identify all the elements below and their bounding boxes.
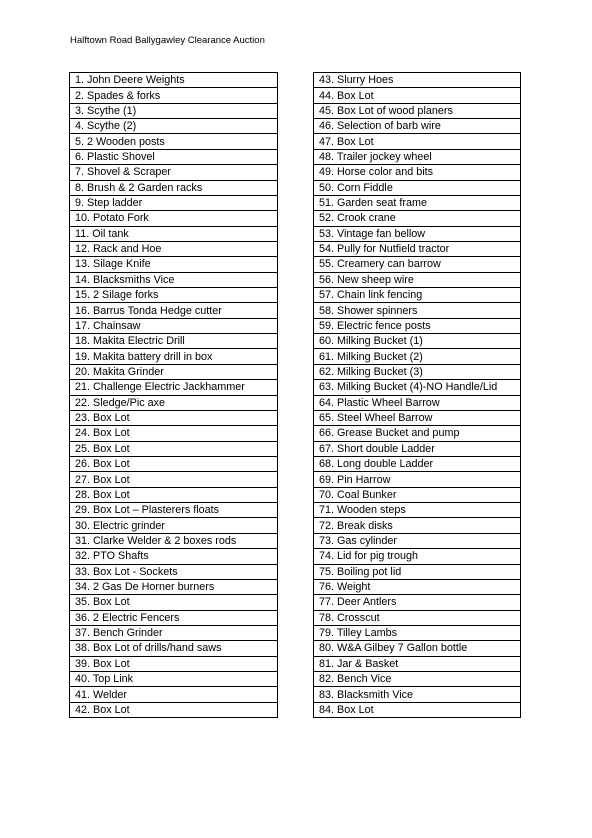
lot-row bbox=[70, 165, 278, 180]
lot-row bbox=[314, 672, 521, 687]
lot-row bbox=[314, 334, 521, 349]
lot-cell: 78. Crosscut bbox=[314, 610, 521, 625]
lot-row bbox=[314, 702, 521, 717]
lot-row bbox=[70, 702, 278, 717]
lot-cell: 50. Corn Fiddle bbox=[314, 180, 521, 195]
lot-list-right bbox=[313, 72, 521, 718]
lot-cell: 10. Potato Fork bbox=[70, 211, 278, 226]
lot-row bbox=[70, 364, 278, 379]
lot-cell: 3. Scythe (1) bbox=[70, 103, 278, 118]
lot-row bbox=[314, 318, 521, 333]
lot-row bbox=[70, 579, 278, 594]
lot-cell: 13. Silage Knife bbox=[70, 257, 278, 272]
lot-cell: 4. Scythe (2) bbox=[70, 119, 278, 134]
lot-cell: 46. Selection of barb wire bbox=[314, 119, 521, 134]
lot-row bbox=[314, 487, 521, 502]
lot-cell: 61. Milking Bucket (2) bbox=[314, 349, 521, 364]
lot-cell: 16. Barrus Tonda Hedge cutter bbox=[70, 303, 278, 318]
lot-cell: 53. Vintage fan bellow bbox=[314, 226, 521, 241]
lot-list-left bbox=[69, 72, 278, 718]
lot-cell: 71. Wooden steps bbox=[314, 503, 521, 518]
lot-cell: 39. Box Lot bbox=[70, 656, 278, 671]
lot-row bbox=[70, 395, 278, 410]
lot-row bbox=[70, 410, 278, 425]
lot-row bbox=[314, 119, 521, 134]
lot-row bbox=[314, 364, 521, 379]
lot-row bbox=[70, 380, 278, 395]
lot-row bbox=[70, 503, 278, 518]
lot-row bbox=[70, 241, 278, 256]
lot-row bbox=[70, 303, 278, 318]
lot-cell: 27. Box Lot bbox=[70, 472, 278, 487]
lot-row bbox=[314, 88, 521, 103]
lot-cell: 37. Bench Grinder bbox=[70, 625, 278, 640]
lot-row bbox=[314, 564, 521, 579]
lot-row bbox=[70, 288, 278, 303]
lot-cell: 60. Milking Bucket (1) bbox=[314, 334, 521, 349]
lot-cell: 58. Shower spinners bbox=[314, 303, 521, 318]
lot-cell: 63. Milking Bucket (4)-NO Handle/Lid bbox=[314, 380, 521, 395]
lot-cell: 14. Blacksmiths Vice bbox=[70, 272, 278, 287]
lot-row bbox=[70, 73, 278, 88]
lot-row bbox=[70, 487, 278, 502]
lot-row bbox=[314, 610, 521, 625]
lot-row bbox=[314, 226, 521, 241]
lot-row bbox=[314, 380, 521, 395]
lot-cell: 59. Electric fence posts bbox=[314, 318, 521, 333]
lot-row bbox=[70, 625, 278, 640]
lot-cell: 25. Box Lot bbox=[70, 441, 278, 456]
lot-cell: 81. Jar & Basket bbox=[314, 656, 521, 671]
lot-row bbox=[314, 472, 521, 487]
lot-cell: 28. Box Lot bbox=[70, 487, 278, 502]
lot-row bbox=[314, 518, 521, 533]
document-title: Halftown Road Ballygawley Clearance Auction bbox=[70, 35, 265, 46]
lot-row bbox=[314, 595, 521, 610]
lot-cell: 51. Garden seat frame bbox=[314, 195, 521, 210]
lot-row bbox=[70, 211, 278, 226]
lot-row bbox=[70, 119, 278, 134]
lot-row bbox=[314, 456, 521, 471]
lot-cell: 23. Box Lot bbox=[70, 410, 278, 425]
lot-row bbox=[70, 441, 278, 456]
lot-cell: 34. 2 Gas De Horner burners bbox=[70, 579, 278, 594]
lot-row bbox=[314, 257, 521, 272]
lot-row bbox=[70, 672, 278, 687]
lot-cell: 42. Box Lot bbox=[70, 702, 278, 717]
lot-row bbox=[314, 656, 521, 671]
lot-cell: 75. Boiling pot lid bbox=[314, 564, 521, 579]
lot-cell: 30. Electric grinder bbox=[70, 518, 278, 533]
lot-cell: 20. Makita Grinder bbox=[70, 364, 278, 379]
lot-cell: 44. Box Lot bbox=[314, 88, 521, 103]
lot-row bbox=[70, 88, 278, 103]
lot-cell: 65. Steel Wheel Barrow bbox=[314, 410, 521, 425]
lot-cell: 77. Deer Antlers bbox=[314, 595, 521, 610]
lot-cell: 12. Rack and Hoe bbox=[70, 241, 278, 256]
lot-cell: 31. Clarke Welder & 2 boxes rods bbox=[70, 533, 278, 548]
lot-cell: 21. Challenge Electric Jackhammer bbox=[70, 380, 278, 395]
lot-cell: 82. Bench Vice bbox=[314, 672, 521, 687]
lot-row bbox=[70, 595, 278, 610]
lot-cell: 67. Short double Ladder bbox=[314, 441, 521, 456]
lot-row bbox=[70, 334, 278, 349]
lot-row bbox=[314, 149, 521, 164]
lot-cell: 68. Long double Ladder bbox=[314, 456, 521, 471]
lot-row bbox=[314, 503, 521, 518]
lot-cell: 76. Weight bbox=[314, 579, 521, 594]
lot-row bbox=[314, 73, 521, 88]
lot-row bbox=[70, 610, 278, 625]
lot-cell: 56. New sheep wire bbox=[314, 272, 521, 287]
lot-cell: 32. PTO Shafts bbox=[70, 549, 278, 564]
lot-row bbox=[70, 226, 278, 241]
lot-cell: 36. 2 Electric Fencers bbox=[70, 610, 278, 625]
lot-row bbox=[70, 426, 278, 441]
lot-cell: 45. Box Lot of wood planers bbox=[314, 103, 521, 118]
lot-row bbox=[70, 533, 278, 548]
lot-cell: 22. Sledge/Pic axe bbox=[70, 395, 278, 410]
lot-cell: 79. Tilley Lambs bbox=[314, 625, 521, 640]
lot-row bbox=[314, 549, 521, 564]
lot-cell: 80. W&A Gilbey 7 Gallon bottle bbox=[314, 641, 521, 656]
lot-cell: 83. Blacksmith Vice bbox=[314, 687, 521, 702]
lot-cell: 11. Oil tank bbox=[70, 226, 278, 241]
lot-row bbox=[314, 441, 521, 456]
lot-row bbox=[70, 180, 278, 195]
lot-cell: 9. Step ladder bbox=[70, 195, 278, 210]
lot-cell: 8. Brush & 2 Garden racks bbox=[70, 180, 278, 195]
lot-row bbox=[70, 564, 278, 579]
lot-row bbox=[314, 625, 521, 640]
lot-row bbox=[70, 472, 278, 487]
lot-row bbox=[70, 687, 278, 702]
lot-cell: 48. Trailer jockey wheel bbox=[314, 149, 521, 164]
lot-row bbox=[70, 134, 278, 149]
lot-row bbox=[314, 195, 521, 210]
lot-cell: 54. Pully for Nutfield tractor bbox=[314, 241, 521, 256]
lot-row bbox=[314, 180, 521, 195]
lot-cell: 33. Box Lot - Sockets bbox=[70, 564, 278, 579]
lot-cell: 17. Chainsaw bbox=[70, 318, 278, 333]
lot-cell: 47. Box Lot bbox=[314, 134, 521, 149]
lot-cell: 15. 2 Silage forks bbox=[70, 288, 278, 303]
lot-row bbox=[70, 195, 278, 210]
lot-cell: 2. Spades & forks bbox=[70, 88, 278, 103]
lot-row bbox=[314, 533, 521, 548]
lot-cell: 29. Box Lot – Plasterers floats bbox=[70, 503, 278, 518]
lot-cell: 72. Break disks bbox=[314, 518, 521, 533]
lot-row bbox=[314, 687, 521, 702]
lot-row bbox=[314, 641, 521, 656]
lot-row bbox=[314, 165, 521, 180]
lot-cell: 55. Creamery can barrow bbox=[314, 257, 521, 272]
lot-row bbox=[314, 288, 521, 303]
lot-row bbox=[314, 426, 521, 441]
lot-row bbox=[70, 349, 278, 364]
lot-cell: 84. Box Lot bbox=[314, 702, 521, 717]
lot-row bbox=[70, 641, 278, 656]
lot-cell: 5. 2 Wooden posts bbox=[70, 134, 278, 149]
lot-row bbox=[314, 134, 521, 149]
lot-cell: 38. Box Lot of drills/hand saws bbox=[70, 641, 278, 656]
lot-cell: 57. Chain link fencing bbox=[314, 288, 521, 303]
lot-cell: 35. Box Lot bbox=[70, 595, 278, 610]
lot-cell: 26. Box Lot bbox=[70, 456, 278, 471]
lot-row bbox=[314, 272, 521, 287]
lot-row bbox=[70, 149, 278, 164]
lot-row bbox=[70, 518, 278, 533]
lot-cell: 66. Grease Bucket and pump bbox=[314, 426, 521, 441]
lot-cell: 69. Pin Harrow bbox=[314, 472, 521, 487]
lot-cell: 62. Milking Bucket (3) bbox=[314, 364, 521, 379]
lot-cell: 41. Welder bbox=[70, 687, 278, 702]
lot-cell: 40. Top Link bbox=[70, 672, 278, 687]
lot-cell: 24. Box Lot bbox=[70, 426, 278, 441]
lot-row bbox=[70, 257, 278, 272]
lot-row bbox=[314, 103, 521, 118]
lot-cell: 6. Plastic Shovel bbox=[70, 149, 278, 164]
lot-row bbox=[70, 103, 278, 118]
lot-cell: 49. Horse color and bits bbox=[314, 165, 521, 180]
lot-cell: 74. Lid for pig trough bbox=[314, 549, 521, 564]
lot-row bbox=[314, 410, 521, 425]
lot-row bbox=[314, 395, 521, 410]
lot-row bbox=[70, 318, 278, 333]
lot-row bbox=[314, 303, 521, 318]
lot-row bbox=[70, 656, 278, 671]
lot-row bbox=[70, 549, 278, 564]
lot-cell: 43. Slurry Hoes bbox=[314, 73, 521, 88]
lot-cell: 1. John Deere Weights bbox=[70, 73, 278, 88]
lot-cell: 52. Crook crane bbox=[314, 211, 521, 226]
lot-cell: 64. Plastic Wheel Barrow bbox=[314, 395, 521, 410]
lot-row bbox=[314, 211, 521, 226]
lot-cell: 7. Shovel & Scraper bbox=[70, 165, 278, 180]
lot-row bbox=[314, 349, 521, 364]
lot-cell: 18. Makita Electric Drill bbox=[70, 334, 278, 349]
lot-row bbox=[314, 579, 521, 594]
lot-row bbox=[70, 456, 278, 471]
lot-cell: 73. Gas cylinder bbox=[314, 533, 521, 548]
lot-row bbox=[314, 241, 521, 256]
lot-row bbox=[70, 272, 278, 287]
lot-cell: 70. Coal Bunker bbox=[314, 487, 521, 502]
lot-cell: 19. Makita battery drill in box bbox=[70, 349, 278, 364]
